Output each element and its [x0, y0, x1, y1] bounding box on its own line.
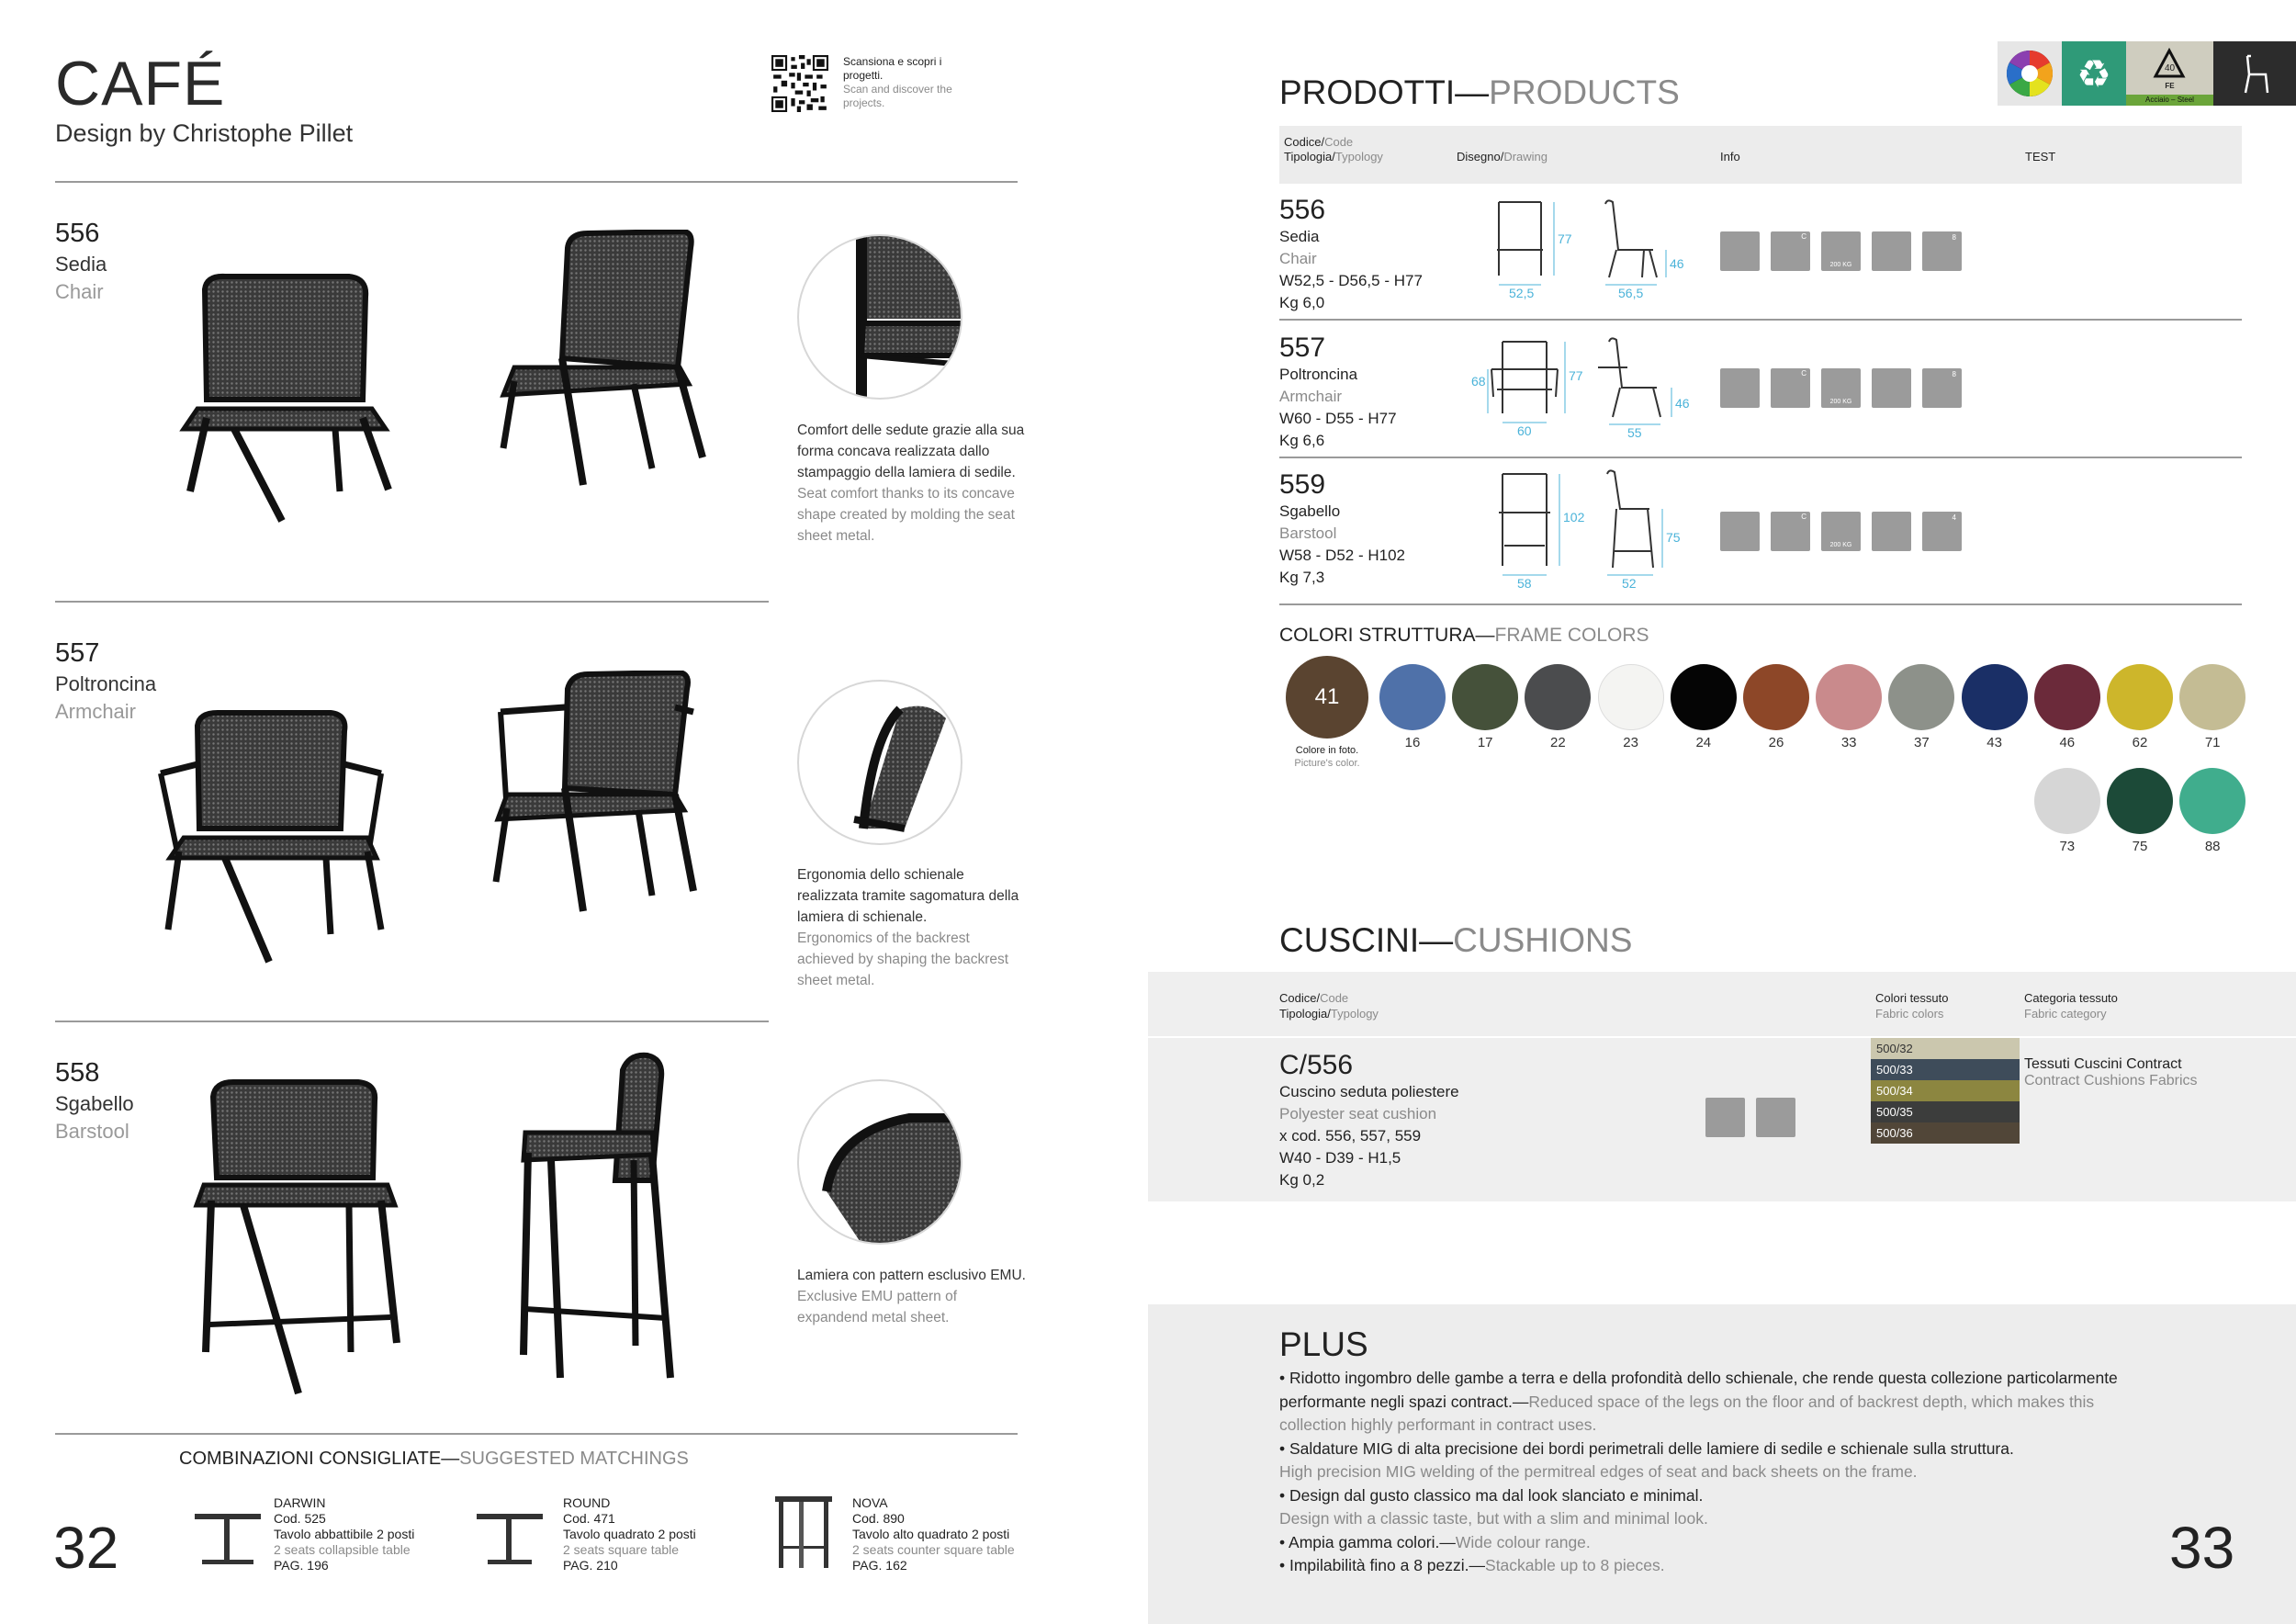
page-number-right: 33	[2169, 1515, 2235, 1581]
product-code: 557	[1279, 333, 1326, 363]
color-code-label: 71	[2204, 735, 2221, 750]
featured-color-caption	[1267, 744, 1387, 770]
head-code-en: Code	[1324, 135, 1354, 149]
color-swatch-43[interactable]	[1962, 664, 2028, 730]
divider	[55, 181, 1018, 183]
product-row-557	[1279, 333, 1397, 450]
cushion-name-it: Cuscino seduta poliestere	[1279, 1083, 1459, 1100]
color-swatch-24[interactable]	[1671, 664, 1737, 730]
recycle-number: 40	[2164, 63, 2176, 73]
product-code: 556	[1279, 195, 1326, 225]
product-557-label	[55, 638, 156, 724]
product-name-it: Sedia	[1279, 228, 1320, 245]
detail-seat-circle	[797, 234, 962, 400]
head-info: Info	[1720, 150, 1740, 164]
product-code: 556	[55, 219, 100, 248]
matching-desc-en: 2 seats counter square table	[852, 1542, 1015, 1557]
product-name-it: Sgabello	[1279, 502, 1341, 520]
product-name-en: Armchair	[55, 700, 137, 723]
color-swatch-17[interactable]	[1452, 664, 1518, 730]
recycle-label: Acciaio – Steel	[2126, 95, 2213, 106]
fabric-color-500-35[interactable]: 500/35	[1871, 1101, 2020, 1122]
mesh-detail-image	[799, 1081, 962, 1245]
plus-item: • Design dal gusto classico ma dal look slanciato e minimal. Design with a classic taste, but with a slim and minimal look.	[1279, 1485, 1708, 1528]
dim-d: 56,5	[1618, 286, 1644, 300]
qr-caption-it: Scansiona e scopri i progetti.	[843, 55, 942, 82]
chair-outline-icon	[2213, 41, 2296, 106]
matching-round[interactable]	[563, 1495, 696, 1573]
color-code-label: 24	[1695, 735, 1712, 750]
detail-mesh-circle	[797, 1079, 962, 1245]
products-table-header	[1279, 126, 2242, 184]
stackable-icon: 8	[1922, 231, 1962, 271]
product-name-it: Poltroncina	[1279, 366, 1358, 383]
cushion-table	[1148, 972, 2296, 1201]
recycle-code: FE	[2165, 82, 2175, 90]
info-icons-556	[1720, 231, 1962, 271]
featured-caption-en: Picture's color.	[1294, 758, 1360, 769]
color-code-label: 22	[1550, 735, 1566, 750]
drawing-559	[1469, 467, 1708, 595]
product-weight: Kg 6,0	[1279, 294, 1325, 311]
seat-cushion-icon	[1720, 231, 1760, 271]
cushion-for: x cod. 556, 557, 559	[1279, 1127, 1422, 1145]
dim-h-front: 77	[1569, 368, 1583, 383]
seat-cushion-icon	[1720, 512, 1760, 551]
product-name-it: Sgabello	[55, 1092, 134, 1115]
drawing-556	[1469, 195, 1708, 305]
dim-h-side: 46	[1670, 256, 1684, 271]
steel-recycle-code-icon	[2126, 41, 2213, 106]
backrest-detail-image	[799, 682, 962, 845]
color-code-label: 43	[1986, 735, 2002, 750]
product-558-label	[55, 1058, 134, 1144]
divider	[55, 1021, 769, 1022]
matching-code: Cod. 525	[274, 1511, 326, 1526]
color-swatch-featured[interactable]: 41	[1286, 656, 1368, 739]
weather-resistant-icon	[1872, 512, 1911, 551]
fabric-category-en: Contract Cushions Fabrics	[2024, 1073, 2198, 1088]
color-swatch-75[interactable]	[2107, 768, 2173, 834]
recycle-icon: ♻	[2062, 41, 2126, 106]
head-code-it: Codice/	[1284, 135, 1325, 149]
product-weight: Kg 7,3	[1279, 569, 1325, 586]
weather-resistant-icon	[1872, 368, 1911, 408]
cushion-head-fabric-colors: Colori tessuto Fabric colors	[1875, 991, 1949, 1021]
suggested-matchings-title: COMBINAZIONI CONSIGLIATE—SUGGESTED MATCHINGS	[179, 1449, 689, 1469]
dim-h-side: 75	[1666, 530, 1681, 545]
product-name-en: Chair	[55, 280, 104, 303]
head-drawing: Disegno/Drawing	[1457, 150, 1548, 164]
fabric-color-500-34[interactable]: 500/34	[1871, 1080, 2020, 1101]
chair-front-photo	[179, 271, 400, 528]
color-code-label: 16	[1404, 735, 1421, 750]
load-capacity-icon: 200 KG	[1821, 512, 1861, 551]
catalog-title: CAFÉ	[55, 49, 226, 118]
product-row-556	[1279, 195, 1423, 312]
detail-note-557	[797, 864, 1027, 991]
featured-caption-it: Colore in foto.	[1295, 745, 1359, 756]
plus-item: • Ridotto ingombro delle gambe a terra e della profondità dello schienale, che rende questa collezione particolarmente performante negli spazi contract.—Reduced space of the legs on the floor and of backrest depth, which makes this collection highly performant in contract uses.	[1279, 1369, 2118, 1434]
cushions-title-en: CUSHIONS	[1453, 921, 1633, 959]
color-swatch-71[interactable]	[2179, 664, 2245, 730]
product-weight: Kg 6,6	[1279, 432, 1325, 449]
color-wheel-icon	[1998, 41, 2062, 106]
head-test: TEST	[2025, 150, 2056, 164]
cushion-info-icons	[1705, 1098, 1795, 1137]
cushion-name-en: Polyester seat cushion	[1279, 1105, 1437, 1122]
stackable-icon: 4	[1922, 512, 1962, 551]
dim-w: 60	[1517, 423, 1532, 438]
cushion-dimensions: W40 - D39 - H1,5	[1279, 1149, 1401, 1167]
detail-note-556	[797, 420, 1027, 547]
product-dimensions: W60 - D55 - H77	[1279, 410, 1397, 427]
note-it: Ergonomia dello schienale realizzata tramite sagomatura della lamiera di schienale.	[797, 867, 1019, 925]
note-it: Lamiera con pattern esclusivo EMU.	[797, 1268, 1026, 1283]
color-code-label: 88	[2204, 839, 2221, 854]
barstool-front-photo	[193, 1077, 404, 1398]
fabric-category-it: Tessuti Cuscini Contract	[2024, 1056, 2182, 1072]
barstool-side-photo	[514, 1052, 689, 1392]
fabric-color-500-36[interactable]: 500/36	[1871, 1122, 2020, 1144]
matching-title-en: SUGGESTED MATCHINGS	[459, 1449, 689, 1469]
color-swatch-88[interactable]	[2179, 768, 2245, 834]
chair-side-photo	[496, 230, 707, 496]
color-code-label: 37	[1914, 735, 1930, 750]
note-en: Ergonomics of the backrest achieved by shaping the backrest sheet metal.	[797, 930, 1009, 988]
color-code-label: 62	[2132, 735, 2148, 750]
product-name-it: Poltroncina	[55, 672, 157, 695]
dim-h-front: 102	[1563, 510, 1585, 524]
dim-h-arm: 68	[1471, 374, 1486, 389]
dim-d: 55	[1627, 425, 1642, 440]
designer-subtitle: Design by Christophe Pillet	[55, 119, 354, 147]
badge-strip	[1998, 41, 2296, 106]
color-code-label: 33	[1840, 735, 1857, 750]
armchair-side-photo	[487, 671, 707, 919]
color-code-label: 75	[2132, 839, 2148, 854]
product-code: 559	[1279, 469, 1326, 500]
head-type-en: Typology	[1334, 150, 1383, 164]
divider	[55, 1433, 1018, 1435]
product-code: 557	[55, 638, 100, 668]
drawing-557	[1469, 333, 1708, 443]
page-number-left: 32	[53, 1515, 119, 1581]
colors-title-en: FRAME COLORS	[1494, 625, 1649, 646]
qr-caption	[843, 55, 962, 110]
head-code-type	[1284, 135, 1383, 164]
table-round-icon	[473, 1506, 546, 1571]
matching-name: DARWIN	[274, 1495, 326, 1510]
detail-note-558	[797, 1265, 1027, 1328]
fabric-category	[2024, 1056, 2198, 1089]
color-swatch-26[interactable]	[1743, 664, 1809, 730]
stackable-icon: 8	[1922, 368, 1962, 408]
cushion-head-fabric-category: Categoria tessuto Fabric category	[2024, 991, 2118, 1021]
fabric-color-500-32[interactable]: 500/32	[1871, 1038, 2020, 1059]
dim-d: 52	[1622, 576, 1637, 591]
color-code-label: 46	[2059, 735, 2076, 750]
plus-item: • Ampia gamma colori.—Wide colour range.	[1279, 1532, 1591, 1551]
cushion-head-code-type: Codice/Code Tipologia/Typology	[1279, 991, 1379, 1021]
weather-resistant-icon	[1756, 1098, 1795, 1137]
matching-page: PAG. 162	[852, 1558, 907, 1573]
seat-cushion-icon	[1705, 1098, 1745, 1137]
fabric-color-500-33[interactable]: 500/33	[1871, 1059, 2020, 1080]
cushion-row	[1279, 1050, 1459, 1190]
dim-w: 52,5	[1509, 286, 1535, 300]
color-code-label: 23	[1623, 735, 1638, 750]
armchair-front-photo	[152, 709, 390, 966]
divider	[55, 601, 769, 603]
product-code: 558	[55, 1058, 100, 1088]
cushion-code: C/556	[1279, 1050, 1354, 1080]
matching-desc-it: Tavolo quadrato 2 posti	[563, 1527, 696, 1541]
color-swatch-16[interactable]	[1379, 664, 1446, 730]
product-name-en: Armchair	[1279, 388, 1343, 405]
frame-colors-title: COLORI STRUTTURA—FRAME COLORS	[1279, 625, 1649, 646]
matching-page: PAG. 196	[274, 1558, 329, 1573]
product-name-en: Barstool	[55, 1120, 129, 1143]
matching-darwin[interactable]	[274, 1495, 414, 1573]
detail-backrest-circle	[797, 680, 962, 845]
matching-desc-it: Tavolo abbattibile 2 posti	[274, 1527, 415, 1541]
products-title-it: PRODOTTI	[1279, 73, 1456, 111]
color-swatch-23[interactable]	[1598, 664, 1664, 730]
info-icons-557	[1720, 368, 1962, 408]
plus-title: PLUS	[1279, 1325, 1368, 1363]
matching-code: Cod. 471	[563, 1511, 615, 1526]
matching-name: ROUND	[563, 1495, 611, 1510]
color-swatch-37[interactable]	[1888, 664, 1954, 730]
product-row-559	[1279, 469, 1405, 587]
cleaning-icon: C	[1771, 512, 1810, 551]
cleaning-icon: C	[1771, 231, 1810, 271]
color-swatch-73[interactable]	[2034, 768, 2100, 834]
matching-desc-en: 2 seats collapsible table	[274, 1542, 411, 1557]
matching-title-it: COMBINAZIONI CONSIGLIATE	[179, 1449, 442, 1469]
product-name-it: Sedia	[55, 253, 107, 276]
head-type-it: Tipologia/	[1284, 150, 1335, 164]
load-capacity-icon: 200 KG	[1821, 368, 1861, 408]
note-en: Exclusive EMU pattern of expandend metal sheet.	[797, 1289, 958, 1325]
matching-name: NOVA	[852, 1495, 888, 1510]
divider	[1279, 457, 2242, 458]
matching-nova[interactable]	[852, 1495, 1015, 1573]
table-darwin-icon	[191, 1506, 264, 1571]
product-name-en: Chair	[1279, 250, 1317, 267]
qr-caption-en: Scan and discover the projects.	[843, 83, 952, 109]
info-icons-559	[1720, 512, 1962, 551]
color-swatch-62[interactable]	[2107, 664, 2173, 730]
cleaning-icon: C	[1771, 368, 1810, 408]
weather-resistant-icon	[1872, 231, 1911, 271]
qr-code-icon[interactable]	[771, 55, 828, 112]
plus-list	[1279, 1367, 2152, 1578]
cushion-weight: Kg 0,2	[1279, 1171, 1325, 1189]
colors-title-it: COLORI STRUTTURA	[1279, 625, 1476, 646]
products-title: PRODOTTI—PRODUCTS	[1279, 73, 1680, 111]
matching-code: Cod. 890	[852, 1511, 905, 1526]
color-code-label: 26	[1768, 735, 1784, 750]
color-swatch-22[interactable]	[1525, 664, 1591, 730]
cushions-title-it: CUSCINI	[1279, 921, 1420, 959]
note-en: Seat comfort thanks to its concave shape created by molding the seat sheet metal.	[797, 486, 1015, 544]
note-it: Comfort delle sedute grazie alla sua forma concava realizzata dallo stampaggio della lamiera di sedile.	[797, 423, 1025, 480]
cushions-title: CUSCINI—CUSHIONS	[1279, 921, 1633, 959]
seat-cushion-icon	[1720, 368, 1760, 408]
matching-desc-en: 2 seats square table	[563, 1542, 680, 1557]
product-dimensions: W52,5 - D56,5 - H77	[1279, 272, 1423, 289]
table-nova-icon	[771, 1493, 836, 1571]
dim-h-side: 46	[1675, 396, 1690, 411]
color-code-label: 73	[2059, 839, 2076, 854]
matching-page: PAG. 210	[563, 1558, 618, 1573]
dim-h-front: 77	[1558, 231, 1572, 246]
color-code-label: 17	[1477, 735, 1493, 750]
divider	[1279, 319, 2242, 321]
plus-item: • Saldature MIG di alta precisione dei bordi perimetrali delle lamiere di sedile e schienale sulla struttura. High precision MIG welding of the permitreal edges of seat and back sheets on the frame.	[1279, 1438, 2014, 1481]
color-swatch-46[interactable]	[2034, 664, 2100, 730]
product-dimensions: W58 - D52 - H102	[1279, 547, 1405, 564]
load-capacity-icon: 200 KG	[1821, 231, 1861, 271]
matching-desc-it: Tavolo alto quadrato 2 posti	[852, 1527, 1010, 1541]
seat-detail-image	[799, 236, 962, 400]
products-title-en: PRODUCTS	[1489, 73, 1680, 111]
dim-w: 58	[1517, 576, 1532, 591]
product-name-en: Barstool	[1279, 524, 1337, 542]
plus-item: • Impilabilità fino a 8 pezzi.—Stackable up to 8 pieces.	[1279, 1556, 1665, 1574]
product-556-label	[55, 219, 107, 304]
divider	[1279, 603, 2242, 605]
color-swatch-33[interactable]	[1816, 664, 1882, 730]
